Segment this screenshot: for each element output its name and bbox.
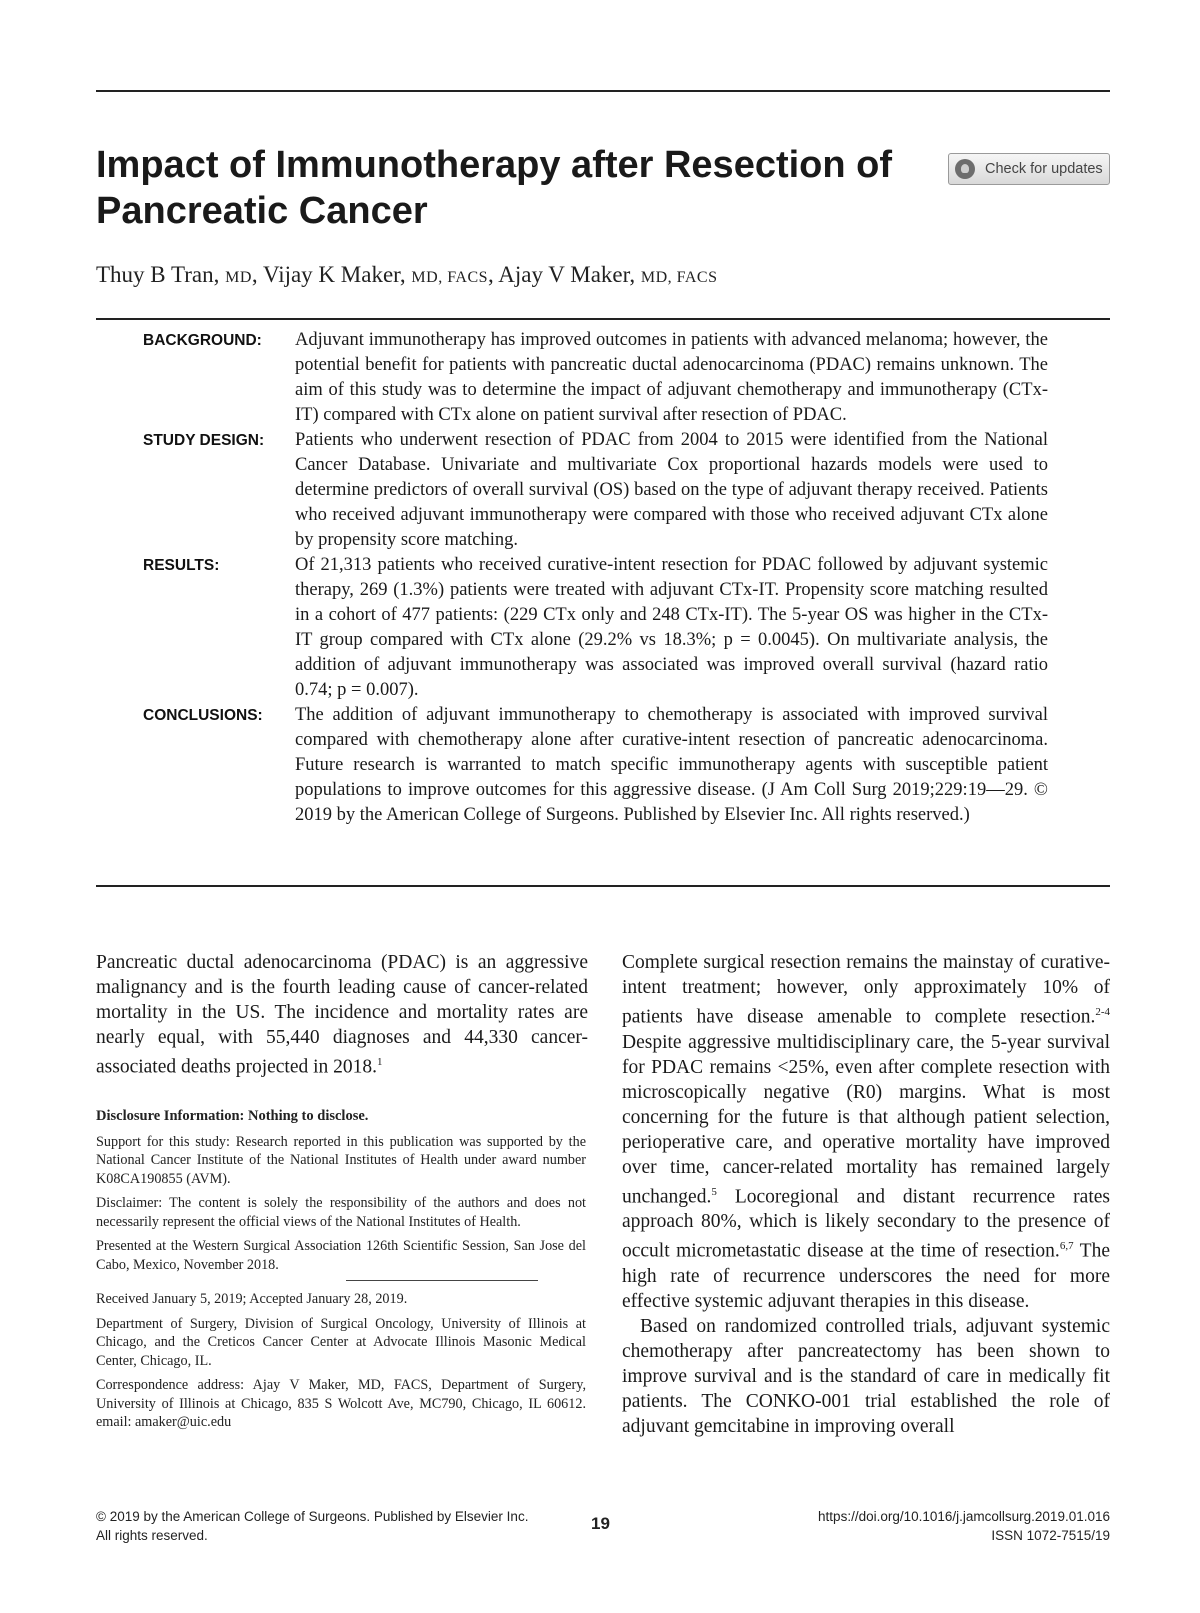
- body-paragraph: Based on randomized controlled trials, adjuvant systemic chemotherapy after pancreatectomy has been shown to improve survival and is the standard of care in medically fit patients. The CONKO-001 trial established the role of adjuvant gemcitabine in improving overall: [622, 1315, 1110, 1437]
- abstract-heading: STUDY DESIGN:: [143, 432, 265, 449]
- abstract-text: Of 21,313 patients who received curative-intent resection for PDAC followed by adjuvant systemic therapy, 269 (1.3%) patients were treated with adjuvant CTx-IT. Propensity score matching resulted in a cohort of 477 patients: (229 CTx only and 248 CTx-IT). The 5-year OS was higher in the CTx-IT group compared with CTx alone (29.2% vs 18.3%; p = 0.0045). On multivariate analysis, the addition of adjuvant immunotherapy was associated was improved overall survival (hazard ratio 0.74; p = 0.007).: [295, 555, 1048, 700]
- paragraph-text: Pancreatic ductal adenocarcinoma (PDAC) is an aggressive malignancy and is the fourth leading cause of cancer-related mortality in the US. The incidence and mortality rates are nearly equal, with 55,440 diagnoses and 44,330 cancer-associated deaths projected in 2018.: [96, 952, 588, 1078]
- copyright-line: All rights reserved.: [96, 1528, 208, 1543]
- paragraph-text: Complete surgical resection remains the mainstay of curative-intent treatment; however, only approximately 10% of patients have disease amenable to complete resection.: [622, 952, 1110, 1028]
- check-for-updates-label: Check for updates: [985, 161, 1103, 177]
- doi-link[interactable]: https://doi.org/10.1016/j.jamcollsurg.2019.01.016: [818, 1509, 1110, 1524]
- article-title: Impact of Immunotherapy after Resection of Pancreatic Cancer: [96, 144, 893, 232]
- department-note: Department of Surgery, Division of Surgical Oncology, University of Illinois at Chicago, and the Creticos Cancer Center at Advocate Illinois Masonic Medical Center, Chicago, IL.: [96, 1315, 586, 1369]
- top-rule: [96, 90, 1110, 92]
- notes-divider: [346, 1280, 538, 1281]
- paragraph-text: Despite aggressive multidisciplinary care, the 5-year survival for PDAC remains <25%, even after complete resection with microscopically negative (R0) margins. What is most concerning for the future is that although patient selection, perioperative care, and operative mortality have improved over time, cancer-related mortality has remained largely unchanged.: [622, 1031, 1110, 1207]
- paragraph-text: The high rate of recurrence underscores the need for more effective systemic adjuvant therapies in this disease.: [622, 1240, 1110, 1312]
- abstract-section-results: [143, 553, 1048, 703]
- abstract-text: Adjuvant immunotherapy has improved outcomes in patients with advanced melanoma; however, the potential benefit for patients with pancreatic ductal adenocarcinoma (PDAC) remains unknown. The aim of this study was to determine the impact of adjuvant chemotherapy and immunotherapy (CTx-IT) compared with CTx alone on patient survival after resection of PDAC.: [295, 330, 1048, 425]
- abstract-heading: BACKGROUND:: [143, 332, 262, 349]
- abstract-heading: RESULTS:: [143, 557, 220, 574]
- issn-text: ISSN 1072-7515/19: [991, 1528, 1110, 1543]
- abstract-text: Patients who underwent resection of PDAC from 2004 to 2015 were identified from the National Cancer Database. Univariate and multivariate Cox proportional hazards models were used to determine predictors of overall survival (OS) based on the type of adjuvant therapy received. Patients who received adjuvant immunotherapy were compared with those who received adjuvant CTx alone by propensity score matching.: [295, 430, 1048, 550]
- footer-identifiers: [690, 1507, 1110, 1545]
- reference-link[interactable]: 5: [711, 1185, 717, 1198]
- body-column-left: [96, 950, 588, 1080]
- correspondence-note: Correspondence address: Ajay V Maker, MD, FACS, Department of Surgery, University of Illinois at Chicago, 835 S Wolcott Ave, MC790, Chicago, IL 60612. email: amaker@uic.edu: [96, 1377, 586, 1430]
- reference-link[interactable]: 1: [377, 1056, 383, 1068]
- author-degrees: MD, FACS: [411, 269, 489, 286]
- abstract-section-conclusions: [143, 703, 1048, 828]
- body-paragraph: [622, 950, 1110, 1314]
- reference-link[interactable]: 6,7: [1059, 1240, 1074, 1252]
- intro-paragraph: [96, 950, 588, 1080]
- copyright-line: © 2019 by the American College of Surgeons. Published by Elsevier Inc.: [96, 1509, 529, 1524]
- bookmark-icon: [955, 159, 975, 179]
- author-name: Thuy B Tran: [96, 262, 214, 287]
- abstract-section-background: [143, 328, 1048, 428]
- abstract-bottom-rule: [96, 885, 1110, 887]
- abstract: [143, 328, 1048, 828]
- abstract-section-study-design: [143, 428, 1048, 553]
- body-column-right: [622, 950, 1110, 1439]
- footnotes: [96, 1107, 586, 1438]
- reference-link[interactable]: 2-4: [1095, 1006, 1110, 1018]
- footer-copyright: [96, 1507, 596, 1545]
- author-list: Thuy B Tran, MD, Vijay K Maker, MD, FACS, Ajay V Maker, MD, FACS: [96, 262, 718, 287]
- received-note: Received January 5, 2019; Accepted January 28, 2019.: [96, 1291, 408, 1307]
- abstract-text: The addition of adjuvant immunotherapy to chemotherapy is associated with improved survival compared with chemotherapy alone after curative-intent resection of pancreatic adenocarcinoma. Future research is warranted to match specific immunotherapy agents with susceptible patient populations to improve outcomes for this aggressive disease. (J Am Coll Surg 2019;229:19—29. © 2019 by the American College of Surgeons. Published by Elsevier Inc. All rights reserved.): [295, 705, 1048, 825]
- disclaimer-note: Disclaimer: The content is solely the responsibility of the authors and does not necessarily represent the official views of the National Institutes of Health.: [96, 1195, 586, 1230]
- author-name: Ajay V Maker: [498, 262, 630, 287]
- abstract-top-rule: [96, 318, 1110, 320]
- author-degrees: MD, FACS: [640, 269, 718, 286]
- presented-note: Presented at the Western Surgical Association 126th Scientific Session, San Jose del Cabo, Mexico, November 2018.: [96, 1238, 586, 1273]
- check-for-updates-button[interactable]: [948, 153, 1110, 185]
- paragraph-text: Locoregional and distant recurrence rates approach 80%, which is likely secondary to the presence of occult micrometastatic disease at the time of resection.: [622, 1186, 1110, 1262]
- disclosure-note: Disclosure Information: Nothing to disclose.: [96, 1108, 369, 1124]
- abstract-heading: CONCLUSIONS:: [143, 707, 263, 724]
- support-note: Support for this study: Research reported in this publication was supported by the National Cancer Institute of the National Institutes of Health under award number K08CA190855 (AVM).: [96, 1133, 586, 1187]
- author-degrees: MD: [225, 269, 252, 286]
- author-name: Vijay K Maker: [262, 262, 400, 287]
- page-number: 19: [591, 1514, 610, 1533]
